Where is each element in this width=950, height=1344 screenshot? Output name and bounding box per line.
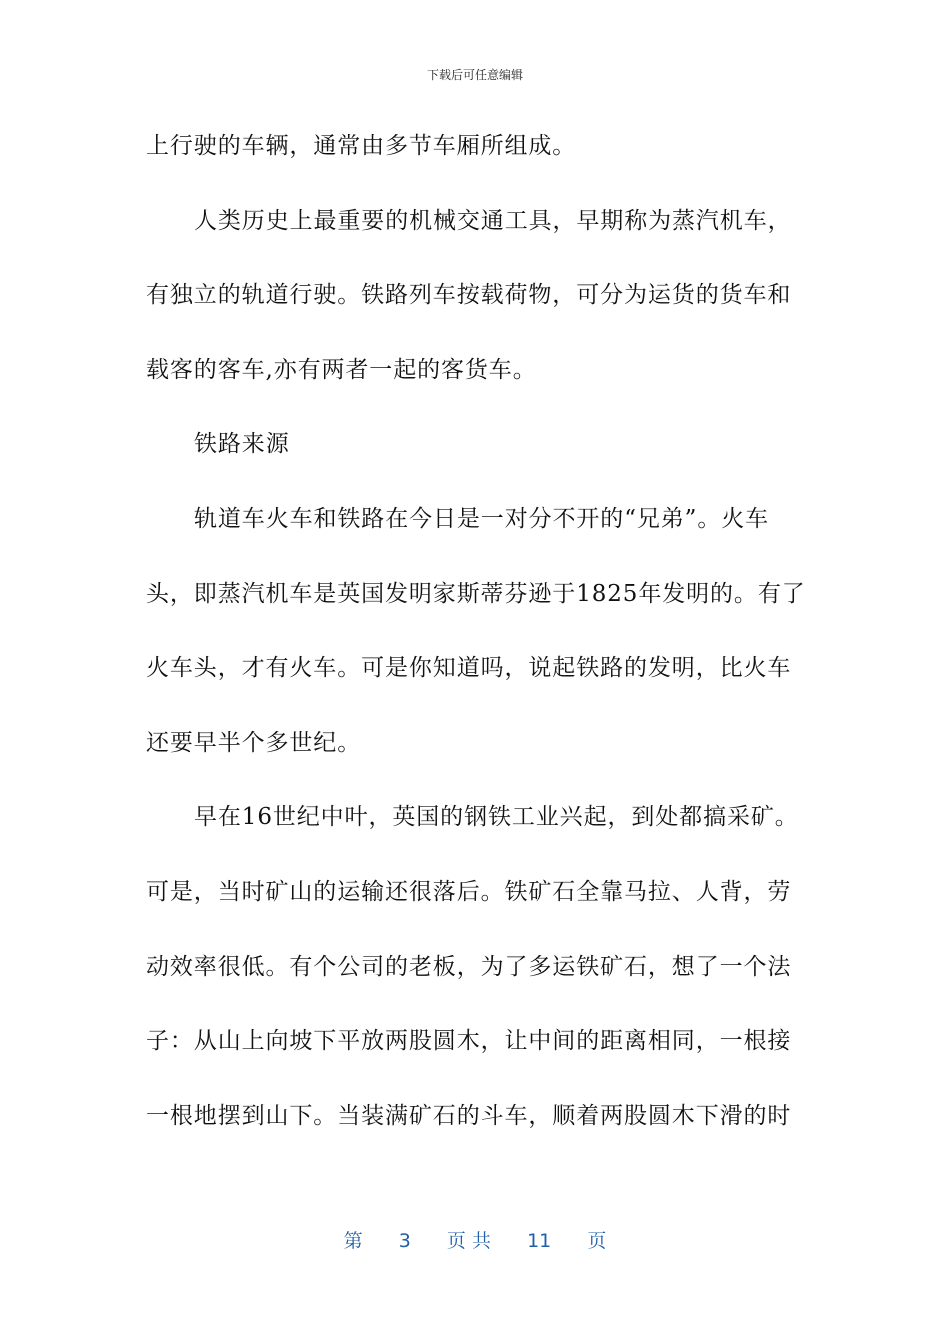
text-line: 子：从山上向坡下平放两股圆木，让中间的距离相同，一根接 [146,1028,792,1055]
footer-middle: 页 共 [446,1230,491,1252]
header-text: 下载后可任意编辑 [426,68,523,82]
page-header [0,66,950,83]
footer-total-pages: 11 [527,1230,552,1252]
paragraph-start: 早在16世纪中叶，英国的钢铁工业兴起，到处都搞采矿。 [194,804,799,831]
paragraph-start: 轨道车火车和铁路在今日是一对分不开的“兄弟”。火车 [194,505,770,532]
text-line: 上行驶的车辆，通常由多节车厢所组成。 [146,133,577,159]
page-footer [0,1226,950,1253]
section-heading: 铁路来源 [194,431,290,458]
text-line: 有独立的轨道行驶。铁路列车按载荷物，可分为运货的货车和 [146,282,792,309]
paragraph-start: 人类历史上最重要的机械交通工具，早期称为蒸汽机车， [194,207,792,234]
text-line: 动效率很低。有个公司的老板，为了多运铁矿石，想了一个法 [146,953,792,980]
text-line: 火车头，才有火车。可是你知道吗，说起铁路的发明，比火车 [146,655,792,682]
text-line: 一根地摆到山下。当装满矿石的斗车，顺着两股圆木下滑的时 [146,1102,792,1129]
text-line: 头，即蒸汽机车是英国发明家斯蒂芬逊于1825年发明的。有了 [146,580,806,607]
footer-prefix: 第 [343,1230,363,1252]
footer-suffix: 页 [587,1230,607,1252]
footer-current-page: 3 [398,1230,411,1252]
text-line: 可是，当时矿山的运输还很落后。铁矿石全靠马拉、人背，劳 [146,878,792,905]
text-line: 还要早半个多世纪。 [146,729,362,756]
text-line: 载客的客车,亦有两者一起的客货车。 [146,356,537,383]
document-body [146,124,806,1168]
